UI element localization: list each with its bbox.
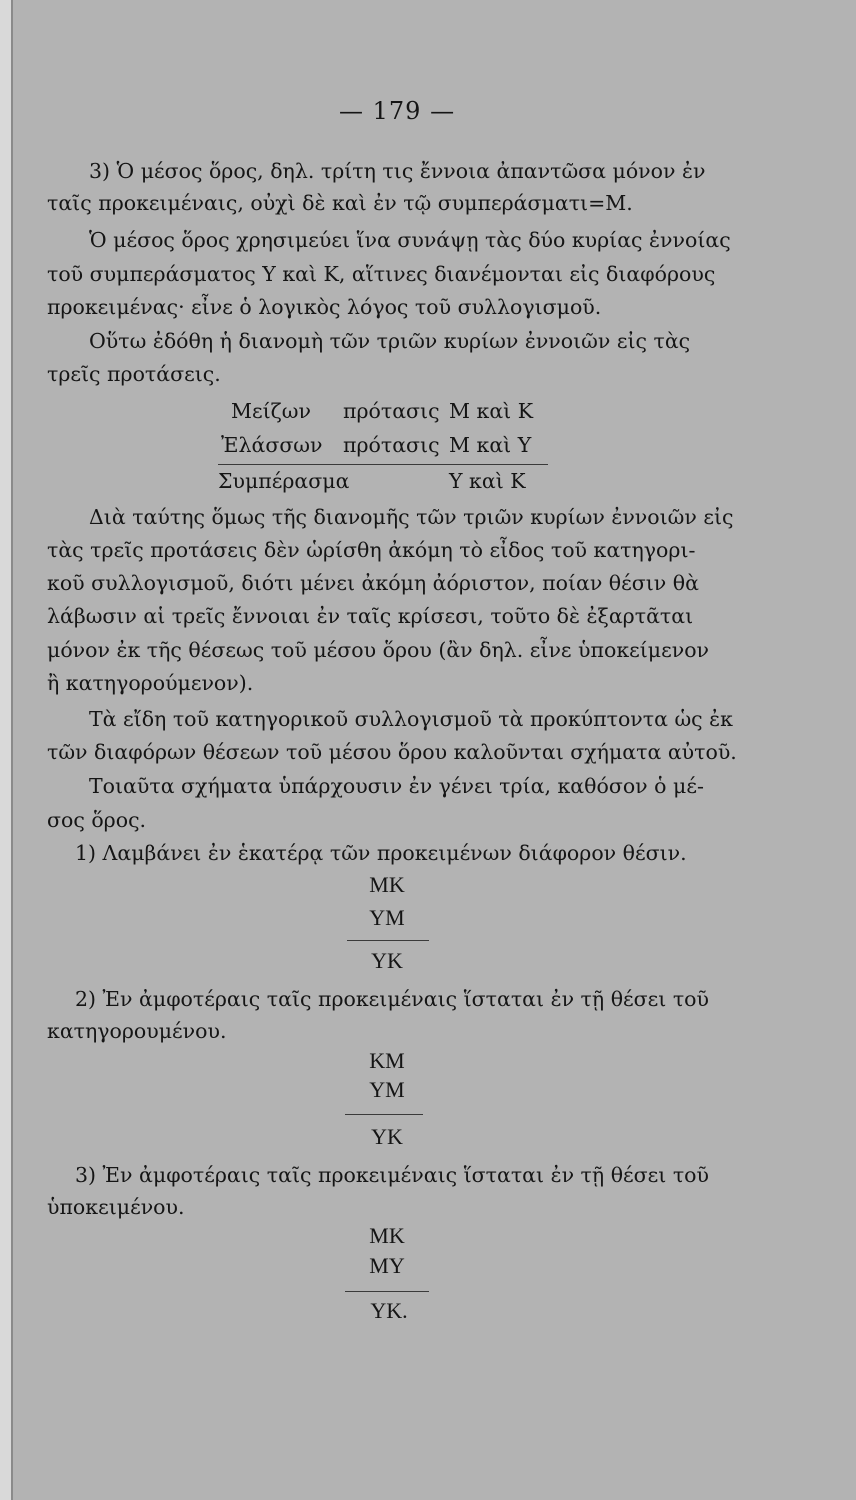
table-row-label: Ἐλάσσων xyxy=(221,433,323,457)
figure3-rule xyxy=(345,1291,429,1292)
text-line: κοῦ συλλογισμοῦ, διότι μένει ἀκόμη ἀόριστον, ποίαν θέσιν θὰ xyxy=(47,571,699,595)
figure3-premise1: ΜΚ xyxy=(369,1223,405,1248)
figure1-premise2: ΥΜ xyxy=(369,905,405,930)
text-line: Οὕτω ἐδόθη ἡ διανομὴ τῶν τριῶν κυρίων ἐννοιῶν εἰς τὰς xyxy=(89,329,691,353)
figure1-rule xyxy=(347,940,429,941)
text-line: σος ὅρος. xyxy=(47,808,147,832)
text-line: τὰς τρεῖς προτάσεις δὲν ὡρίσθη ἀκόμη τὸ εἶδος τοῦ κατηγορι- xyxy=(47,538,696,562)
table-row-text: πρότασις xyxy=(343,399,440,423)
table-row-terms: Υ καὶ Κ xyxy=(449,469,526,493)
text-line: τοῦ συμπεράσματος Υ καὶ Κ, αἵτινες διανέμονται εἰς διαφόρους xyxy=(47,262,716,286)
text-line: τῶν διαφόρων θέσεων τοῦ μέσου ὅρου καλοῦνται σχήματα αὐτοῦ. xyxy=(47,740,737,764)
text-line: ἢ κατηγορούμενον). xyxy=(47,671,254,695)
text-line: Διὰ ταύτης ὅμως τῆς διανομῆς τῶν τριῶν κυρίων ἐννοιῶν εἰς xyxy=(89,505,734,529)
figure2-conclusion: ΥΚ xyxy=(371,1124,403,1149)
page-number: — 179 — xyxy=(339,97,456,125)
text-line: λάβωσιν αἱ τρεῖς ἔννοιαι ἐν ταῖς κρίσεσι, τοῦτο δὲ ἐξαρτᾶται xyxy=(47,604,694,628)
table-row-text: πρότασις xyxy=(343,433,440,457)
table-row-terms: Μ καὶ Υ xyxy=(449,433,532,457)
text-line: Τὰ εἴδη τοῦ κατηγορικοῦ συλλογισμοῦ τὰ προκύπτοντα ὡς ἐκ xyxy=(89,707,733,731)
table-row-terms: Μ καὶ Κ xyxy=(449,399,534,423)
figure1-conclusion: ΥΚ xyxy=(371,948,403,973)
text-line: 3) Ὁ μέσος ὅρος, δηλ. τρίτη τις ἔννοια ἀπαντῶσα μόνον ἐν xyxy=(89,159,706,183)
table-rule xyxy=(218,464,548,465)
text-line: ὑποκειμένου. xyxy=(47,1195,185,1219)
figure3-conclusion: ΥΚ. xyxy=(370,1298,408,1323)
text-line: ταῖς προκειμέναις, οὐχὶ δὲ καὶ ἐν τῷ συμπεράσματι=Μ. xyxy=(47,191,633,215)
text-line: Ὁ μέσος ὅρος χρησιμεύει ἵνα συνάψῃ τὰς δύο κυρίας ἐννοίας xyxy=(89,228,731,252)
figure2-premise2: ΥΜ xyxy=(369,1077,405,1102)
figure3-premise2: ΜΥ xyxy=(369,1253,405,1278)
text-line: κατηγορουμένου. xyxy=(47,1019,227,1043)
text-line: 3) Ἐν ἀμφοτέραις ταῖς προκειμέναις ἵσταται ἐν τῇ θέσει τοῦ xyxy=(75,1163,709,1187)
text-line: Τοιαῦτα σχήματα ὑπάρχουσιν ἐν γένει τρία, καθόσον ὁ μέ- xyxy=(89,774,704,798)
table-row-label: Συμπέρασμα xyxy=(218,469,350,493)
book-page xyxy=(13,0,856,1500)
table-row-label: Μείζων xyxy=(231,399,311,423)
text-line: 2) Ἐν ἀμφοτέραις ταῖς προκειμέναις ἵσταται ἐν τῇ θέσει τοῦ xyxy=(75,987,709,1011)
text-line: 1) Λαμβάνει ἐν ἑκατέρᾳ τῶν προκειμένων διάφορον θέσιν. xyxy=(75,841,687,865)
figure2-rule xyxy=(345,1114,423,1115)
text-line: μόνον ἐκ τῆς θέσεως τοῦ μέσου ὅρου (ἂν δηλ. εἶνε ὑποκείμενον xyxy=(47,638,710,662)
text-line: τρεῖς προτάσεις. xyxy=(47,362,221,386)
text-line: προκειμένας· εἶνε ὁ λογικὸς λόγος τοῦ συλλογισμοῦ. xyxy=(47,295,602,319)
figure1-premise1: ΜΚ xyxy=(369,872,405,897)
figure2-premise1: ΚΜ xyxy=(369,1048,405,1073)
